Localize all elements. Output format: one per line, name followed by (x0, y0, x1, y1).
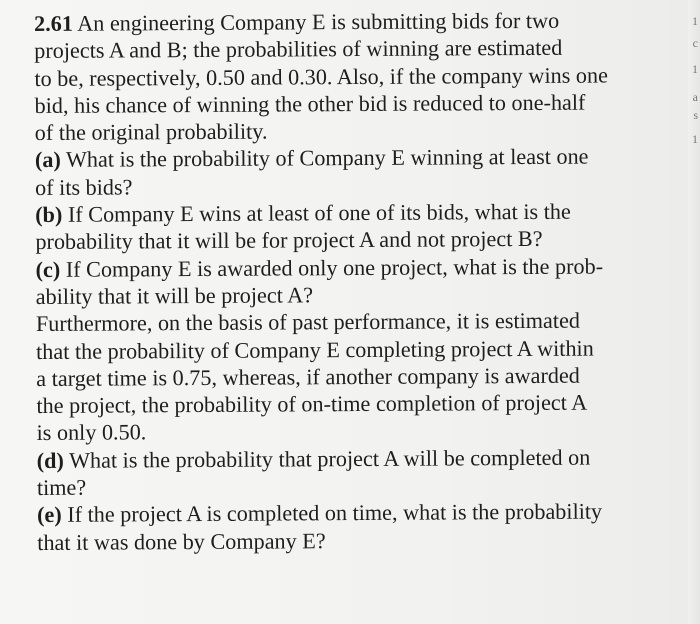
page-right-edge (688, 0, 700, 624)
part-e-text-1: If the project A is completed on time, what is the probability (67, 498, 603, 528)
part-a-label: (a) (34, 147, 61, 173)
part-c-line-1 (36, 252, 672, 283)
intro-text-1: An engineering Company E is submitting bids for two (77, 7, 560, 36)
edge-mark-5: s (693, 108, 698, 122)
part-a-text-1: What is the probability of Company E winning at least one (65, 144, 589, 173)
edge-mark-6: 1 (692, 132, 698, 146)
part-c-line-2: ability that it will be project A? (35, 282, 314, 309)
part-b-line-2: probability that it will be for project A and not project B? (35, 226, 543, 255)
part-c-text-1: If Company E is awarded only one project, what is the prob- (65, 253, 604, 282)
part-a-line-1 (35, 143, 671, 174)
part-d-line-2: time? (36, 474, 87, 501)
intro-line-3: to be, respectively, 0.50 and 0.30. Also, if the company wins one (34, 62, 608, 91)
problem-number: 2.61 (34, 10, 73, 36)
intro-line-2: projects A and B; the probabilities of winning are estimated (34, 35, 563, 64)
intro-line-1 (34, 6, 670, 37)
furthermore-line-1: Furthermore, on the basis of past performance, it is estimated (35, 307, 581, 337)
part-c-label: (c) (35, 256, 61, 282)
edge-mark-2: c (692, 36, 698, 50)
part-b-line-1 (35, 197, 671, 228)
edge-mark-4: a (692, 90, 698, 104)
part-b-label: (b) (35, 201, 63, 228)
part-d-label: (d) (36, 447, 64, 473)
furthermore-line-2: that the probability of Company E completing project A within (36, 335, 594, 364)
part-e-label: (e) (37, 502, 62, 528)
edge-mark-3: 1 (692, 62, 698, 76)
intro-line-4: bid, his chance of winning the other bid is reduced to one-half (34, 89, 586, 118)
furthermore-line-4: the project, the probability of on-time completion of project A (36, 389, 588, 419)
problem-2-61 (34, 6, 673, 556)
part-b-text-1: If Company E wins at least of one of its bids, what is the (67, 198, 571, 227)
part-a-line-2: of its bids? (35, 174, 133, 200)
part-e-line-1 (37, 497, 673, 528)
furthermore-line-3: a target time is 0.75, whereas, if another company is awarded (36, 362, 580, 391)
edge-mark-1: 1 (692, 14, 698, 28)
intro-line-5: of the original probability. (34, 118, 268, 146)
part-d-line-1 (37, 443, 673, 474)
part-d-text-1: What is the probability that project A will be completed on (68, 444, 591, 473)
part-e-line-2: that it was done by Company E? (37, 527, 326, 555)
furthermore-line-5: is only 0.50. (36, 419, 147, 446)
